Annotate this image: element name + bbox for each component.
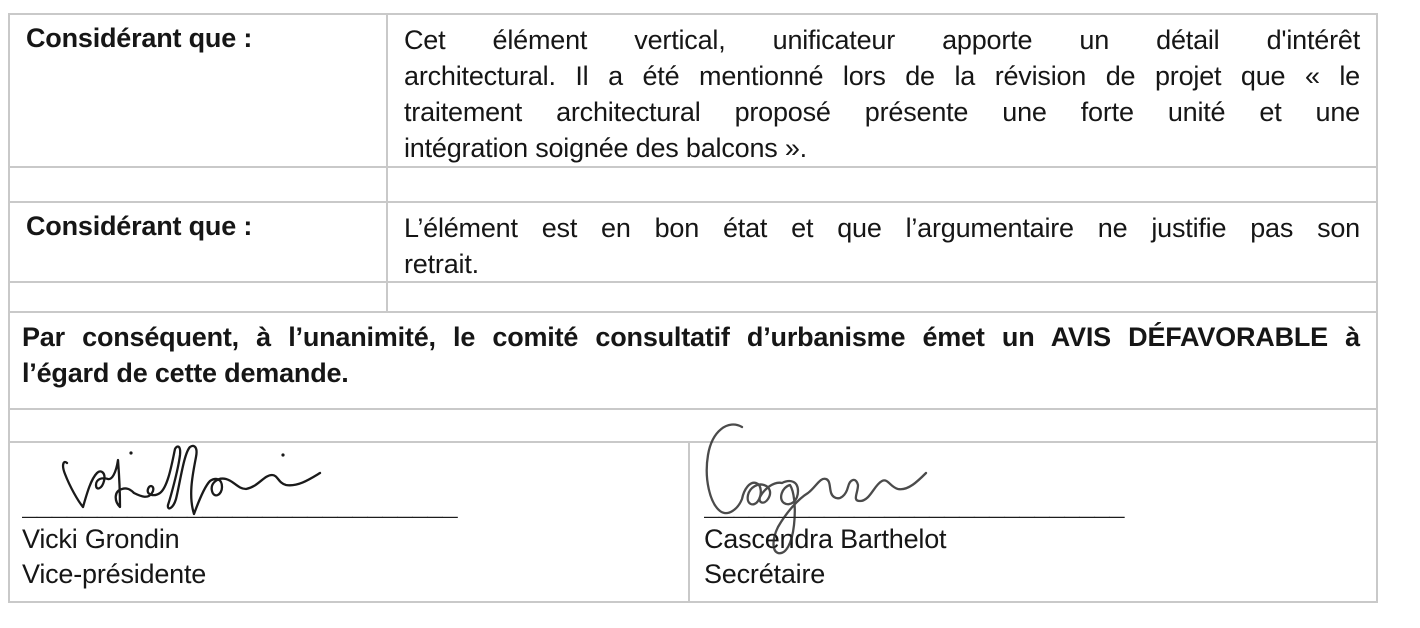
spacer-full-cell — [10, 410, 1376, 441]
considerant-1-line: intégration soignée des balcons ». — [404, 133, 807, 163]
spacer-text-cell — [388, 283, 1376, 311]
signature-block-secretaire — [690, 443, 1376, 601]
spacer-row — [10, 168, 1376, 203]
conclusion-line: l’égard de cette demande. — [22, 358, 349, 388]
spacer-row — [10, 283, 1376, 313]
considerant-row-2 — [10, 203, 1376, 283]
considerant-1-text-cell — [388, 15, 1376, 166]
signature-line: ____________________________ — [704, 490, 1125, 518]
considerant-2-text-cell — [388, 203, 1376, 281]
signature-block-vice-presidente — [10, 443, 690, 601]
considerant-1-line: architectural. Il a été mentionné lors de la révision de projet que « le — [404, 61, 1360, 91]
spacer-label-cell — [10, 283, 388, 311]
conclusion-row — [10, 313, 1376, 410]
considerant-2-line: retrait. — [404, 249, 479, 279]
signature-line: _____________________________ — [22, 490, 458, 518]
considerant-1-line: Cet élément vertical, unificateur apporte un détail d'intérêt — [404, 25, 1360, 55]
decision-table — [8, 13, 1378, 603]
conclusion-line: Par conséquent, à l’unanimité, le comité consultatif d’urbanisme émet un AVIS DÉFAVORABLE à — [22, 322, 1360, 352]
signatory-title: Vice-présidente — [22, 559, 207, 589]
signatory-title: Secrétaire — [704, 559, 826, 589]
signatory-name: Cascendra Barthelot — [704, 524, 947, 554]
spacer-label-cell — [10, 168, 388, 201]
considerant-2-line: L’élément est en bon état et que l’argumentaire ne justifie pas son — [404, 213, 1360, 243]
considerant-2-label-cell — [10, 203, 388, 281]
signatures-row — [10, 443, 1376, 601]
conclusion-cell — [10, 313, 1376, 408]
considerant-1-line: traitement architectural proposé présente une forte unité et une — [404, 97, 1360, 127]
spacer-row-full — [10, 410, 1376, 443]
considerant-1-label-cell — [10, 15, 388, 166]
spacer-text-cell — [388, 168, 1376, 201]
considerant-row-1 — [10, 15, 1376, 168]
considerant-1-label: Considérant que : — [26, 23, 253, 53]
considerant-2-label: Considérant que : — [26, 211, 253, 241]
signatory-name: Vicki Grondin — [22, 524, 180, 554]
